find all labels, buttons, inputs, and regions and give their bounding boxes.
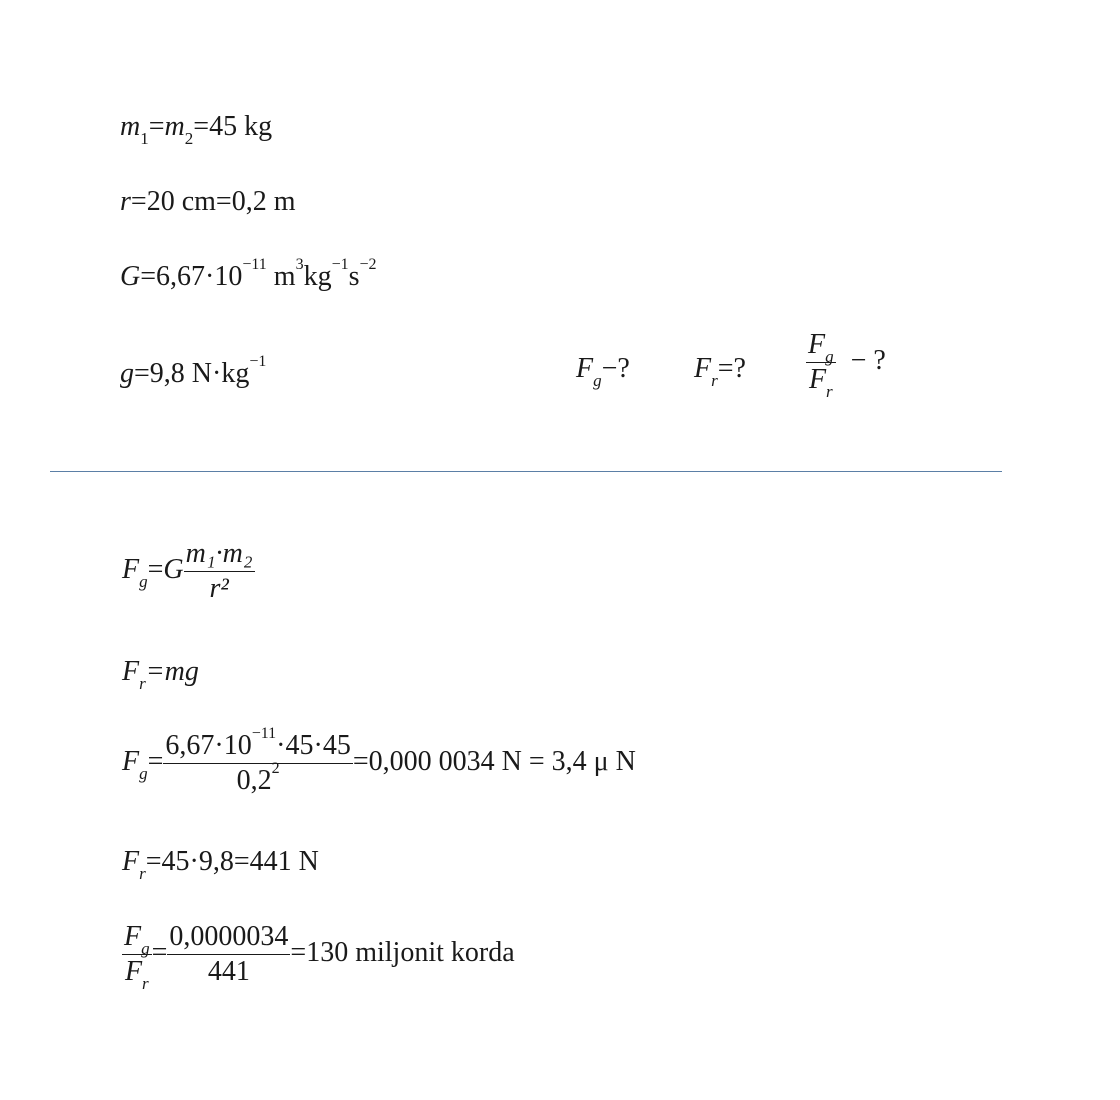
unknown-fr: $F_r=$? xyxy=(694,353,746,390)
given-grav-constant: $G=6,67\cdot 10^{-11}$ $m^3kg^{-1}s^{-2}$ xyxy=(120,256,377,292)
unknown-fg: $F_g-$? xyxy=(576,353,630,390)
calc-ratio: $\frac{F_g}{F_r}$ = $\frac{0,0000034}{441}$ =130 miljonit korda xyxy=(124,921,515,993)
given-gravity-acceleration: g=9,8 $N\cdot kg^{-1}$ xyxy=(120,353,267,389)
given-distance: r=20 cm=0,2 m xyxy=(120,186,296,217)
formula-fg: $F_g=G$ $\frac{\text{m₁·m₂}}{\text{r²}}$ xyxy=(122,538,253,604)
formula-fg-fraction: $\frac{\text{m₁·m₂}}{\text{r²}}$ xyxy=(185,538,253,604)
calc-ratio-left-fraction: $\frac{F_g}{F_r}$ xyxy=(124,921,150,993)
formula-fr: $F_r=mg$ xyxy=(122,656,199,693)
ratio-fraction: $\frac{F_g}{F_r}$ xyxy=(808,329,834,401)
given-masses: $m_1=m_2=45$ kg xyxy=(120,111,273,148)
section-divider xyxy=(50,471,1002,472)
calc-fr: $F_r=45\cdot 9,8=441$ N xyxy=(122,846,319,883)
calc-ratio-right-fraction: $\frac{0,0000034}{441}$ xyxy=(169,921,289,987)
calc-fg: $F_g=$ $\frac{6,67\cdot 10^{-11}\cdot 45\cdot 45}{0,2^2}$ =0,000 0034 N = 3,4 μ N xyxy=(122,725,636,796)
calc-fg-fraction: $\frac{6,67\cdot 10^{-11}\cdot 45\cdot 45}{0,2^2}$ xyxy=(165,725,351,796)
unknown-ratio: $\frac{F_g}{F_r}$ − ? xyxy=(808,329,886,401)
